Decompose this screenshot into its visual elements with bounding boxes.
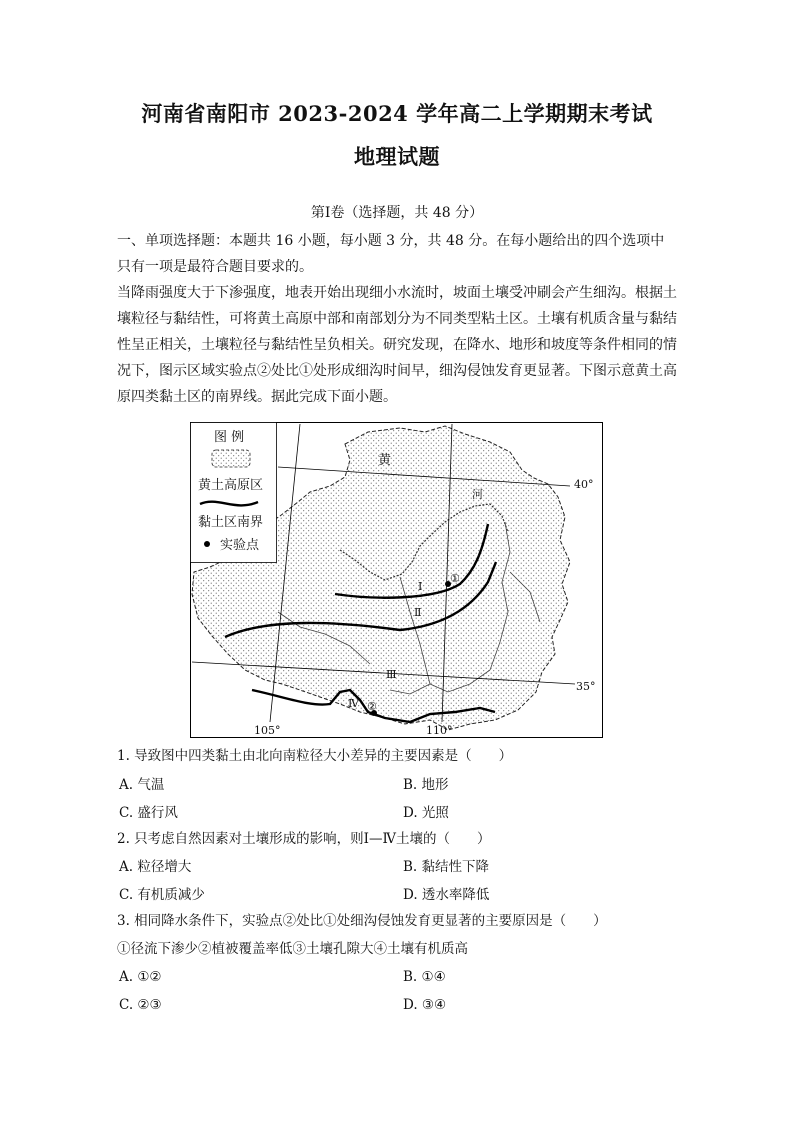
loess-plateau-map [190,422,603,738]
legend-title: 图 例 [214,430,245,445]
passage: 当降雨强度大于下渗强度，地表开始出现细小水流时，坡面土壤受冲刷会产生细沟。根据土壤粒径与黏结性，可将黄土高原中部和南部划分为不同类型粘土区。土壤有机质含量与黏结性呈正相关，土壤粒径与黏结性呈负相关。研究发现，在降水、地形和坡度等条件相同的情况下，图示区域实验点②处比①处形成细沟时间早，细沟侵蚀发育更显著。下图示意黄土高原四类黏土区的南界线。据此完成下面小题。 [117,285,677,405]
q2-option-c[interactable]: C. 有机质减少 [119,887,205,903]
q1-option-c[interactable]: C. 盛行风 [119,805,178,821]
q1-option-b[interactable]: B. 地形 [403,777,449,793]
q3-option-d[interactable]: D. ③④ [403,997,447,1013]
question-2-stem: 2. 只考虑自然因素对土壤形成的影响，则Ⅰ—Ⅳ土壤的（ ） [117,831,491,847]
q2-option-b[interactable]: B. 黏结性下降 [403,859,490,875]
legend-boundary-label: 黏土区南界 [198,515,264,530]
q1-option-d[interactable]: D. 光照 [403,805,449,821]
label-zone2: Ⅱ [414,606,422,619]
legend-point-label: 实验点 [220,538,260,553]
q3-option-b[interactable]: B. ①④ [403,969,446,985]
legend-loess-swatch [212,450,250,467]
q2-option-d[interactable]: D. 透水率降低 [403,887,490,903]
label-zone1: Ⅰ [418,580,423,593]
label-point2: ② [367,700,377,713]
label-river-char1: 黄 [378,453,392,468]
legend-point-symbol [204,541,210,547]
exam-title: 河南省南阳市 2023-2024 学年高二上学期期末考试 [141,101,653,126]
legend-loess-label: 黄土高原区 [198,478,264,493]
label-river-char2: 河 [472,488,483,501]
question-1-stem: 1. 导致图中四类黏土由北向南粒径大小差异的主要因素是（ ） [117,748,513,764]
q3-option-a[interactable]: A. ①② [119,969,162,985]
q1-option-a[interactable]: A. 气温 [119,777,165,793]
q2-option-a[interactable]: A. 粒径增大 [119,859,192,875]
label-lon105: 105° [254,724,281,737]
label-lat35: 35° [576,680,596,693]
section-heading: 第Ⅰ卷（选择题，共 48 分） [310,205,484,221]
label-lat40: 40° [574,478,594,491]
label-zone4: Ⅳ [348,697,359,710]
question-3-stem: 3. 相同降水条件下，实验点②处比①处细沟侵蚀发育更显著的主要原因是（ ） [117,913,607,929]
exam-subtitle: 地理试题 [354,144,440,169]
label-point1: ① [450,572,460,585]
question-3-statements: ①径流下渗少②植被覆盖率低③土壤孔隙大④土壤有机质高 [117,941,468,957]
label-lon110: 110° [426,724,453,737]
instructions: 一、单项选择题：本题共 16 小题，每小题 3 分，共 48 分。在每小题给出的四个选项中只有一项是最符合题目要求的。 [117,233,665,275]
label-zone3: Ⅲ [386,668,397,681]
q3-option-c[interactable]: C. ②③ [119,997,162,1013]
